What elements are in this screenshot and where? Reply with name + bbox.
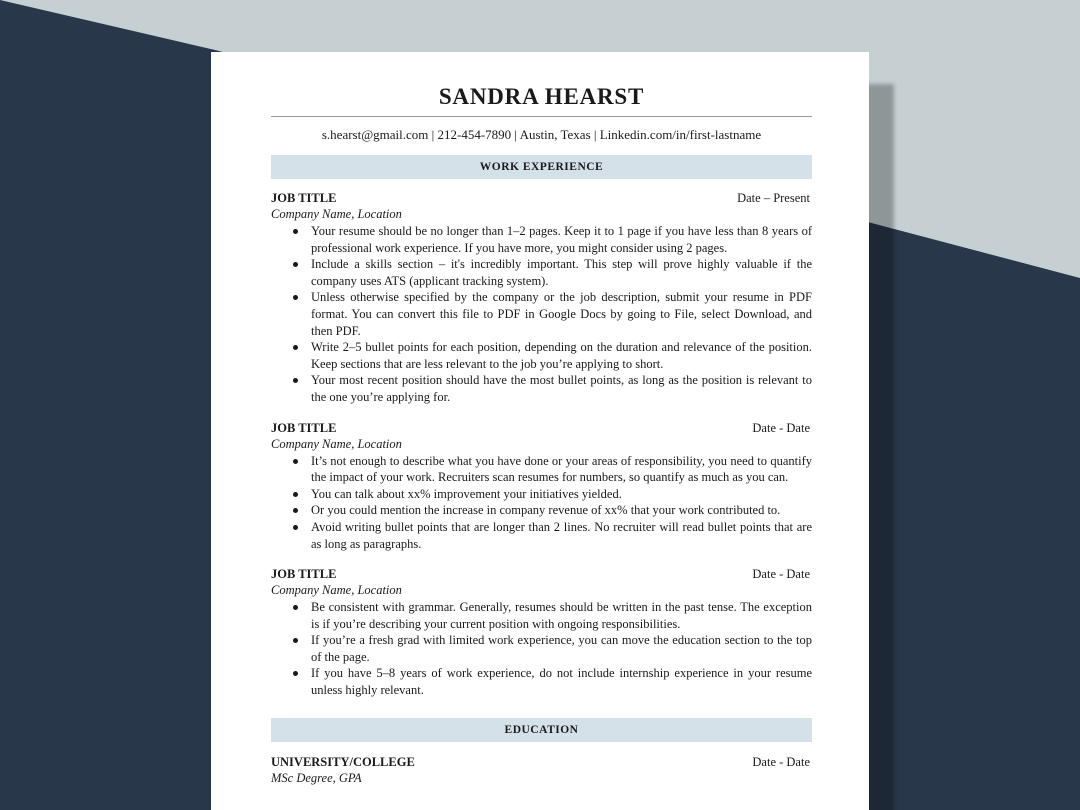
education-header [271, 754, 812, 770]
job-header [271, 420, 812, 436]
education-degree: MSc Degree, GPA [271, 770, 362, 785]
bullet-point: Include a skills section – it's incredibly important. This step will prove highly valuable if the company uses ATS (applicant tracking system). [311, 257, 812, 288]
bullet-point: If you’re a fresh grad with limited work experience, you can move the education section to the top of the page. [311, 633, 812, 664]
job-company: Company Name, Location [271, 436, 402, 451]
job-company: Company Name, Location [271, 583, 402, 598]
job-header [271, 566, 812, 582]
job-company: Company Name, Location [271, 207, 402, 221]
job-entry [271, 190, 812, 406]
education-date: Date - Date [752, 754, 810, 769]
bullet-point: Avoid writing bullet points that are longer than 2 lines. No recruiter will read bullet points that are as long as paragraphs. [311, 519, 812, 551]
bullet-point: You can talk about xx% improvement your initiatives yielded. [311, 486, 812, 503]
bullet-point: It’s not enough to describe what you have done or your areas of responsibility, you need to quantify the impact of your work. Recruiters scan resumes for numbers, so quantify as much as you can. [311, 453, 812, 485]
resume-name: SANDRA HEARST [438, 84, 645, 109]
job-title: JOB TITLE [271, 191, 337, 205]
job-title: JOB TITLE [271, 420, 337, 435]
job-date: Date - Date [752, 420, 810, 435]
education-entry [271, 754, 812, 787]
job-entry [271, 420, 812, 553]
bullet-point: Your resume should be no longer than 1–2 pages. Keep it to 1 page if you have less than 8 years of professional work experience. If you have more, you might consider using 2 pages. [311, 224, 812, 255]
section-header-work-experience: WORK EXPERIENCE [271, 155, 812, 179]
job-entry [271, 566, 812, 699]
job-header [271, 190, 812, 206]
section-header-education: EDUCATION [271, 718, 812, 742]
name-divider [271, 116, 812, 117]
job-bullets [271, 599, 812, 699]
job-date: Date – Present [737, 191, 810, 205]
bullet-point: If you have 5–8 years of work experience, do not include internship experience in your resume unless highly relevant. [311, 666, 812, 698]
bullet-point: Write 2–5 bullet points for each position, depending on the duration and relevance of the position. Keep sections that are less relevant to the job you’re applying to short. [311, 340, 812, 371]
bullet-point: Your most recent position should have the most bullet points, as long as the position is relevant to the one you’re applying for. [311, 373, 812, 404]
resume-page [211, 52, 869, 810]
bullet-point: Be consistent with grammar. Generally, resumes should be written in the past tense. The exception is if you’re describing your current position with ongoing responsibilities. [311, 600, 812, 631]
job-date: Date - Date [752, 567, 810, 582]
job-title: JOB TITLE [271, 567, 337, 582]
education-school: UNIVERSITY/COLLEGE [271, 754, 415, 769]
bullet-point: Unless otherwise specified by the company or the job description, submit your resume in PDF format. You can convert this file to PDF in Google Docs by going to File, select Download, and then PDF. [311, 290, 812, 338]
contact-line: s.hearst@gmail.com | 212-454-7890 | Austin, Texas | Linkedin.com/in/first-lastname [321, 127, 762, 142]
job-bullets [271, 223, 812, 406]
job-bullets [271, 453, 812, 553]
bullet-point: Or you could mention the increase in company revenue of xx% that your work contributed to. [311, 502, 812, 519]
